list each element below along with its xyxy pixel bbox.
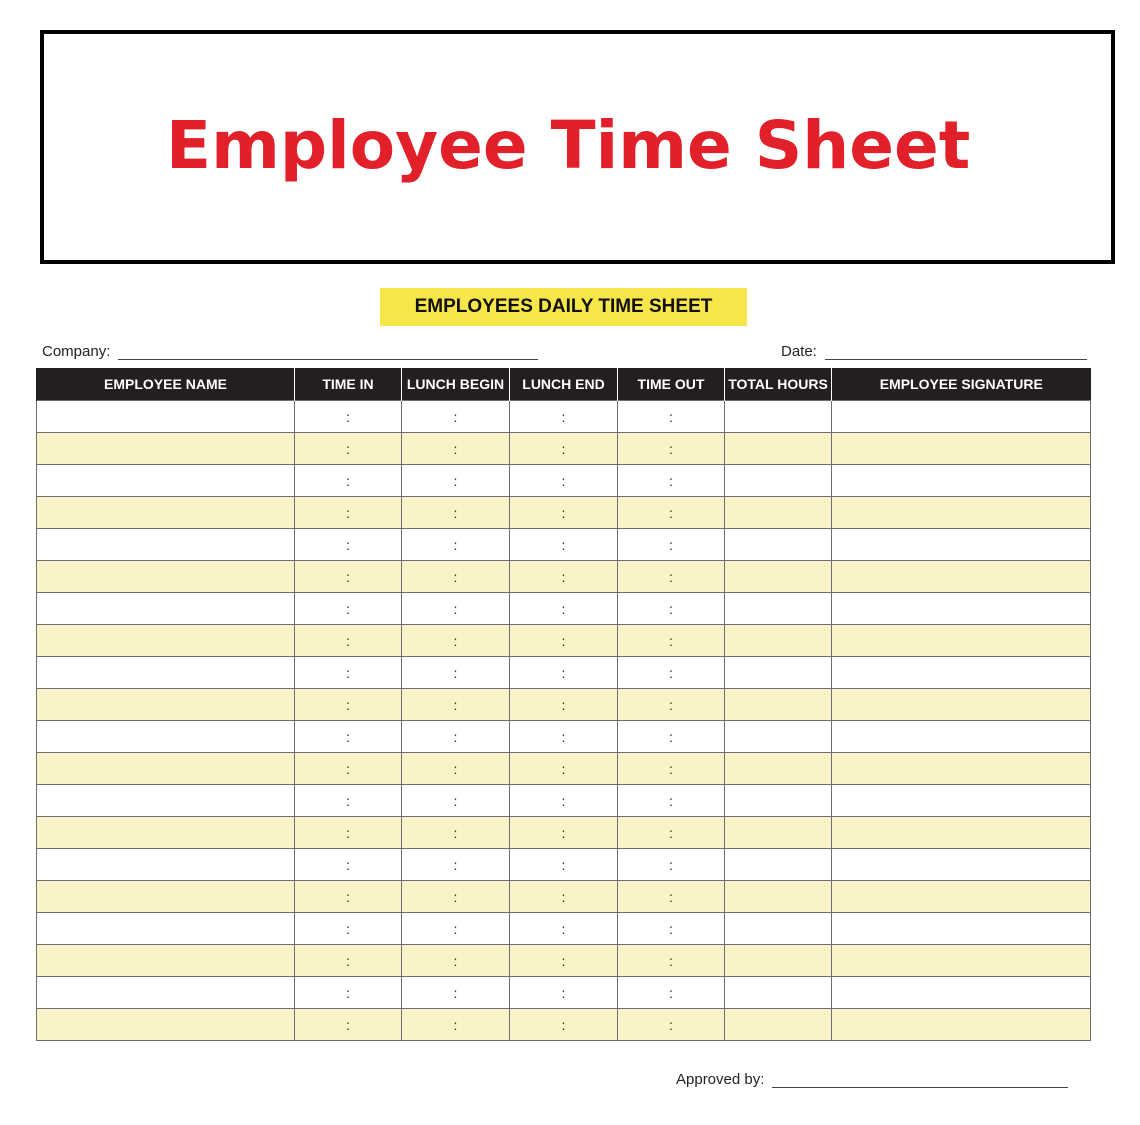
total-hours-cell[interactable]: [725, 593, 832, 625]
approved-by-input-line[interactable]: [772, 1071, 1068, 1088]
time-separator: :: [669, 504, 673, 521]
time-out-cell[interactable]: [618, 881, 725, 913]
lunch-end-cell[interactable]: [510, 593, 618, 625]
employee-signature-cell[interactable]: [832, 593, 1091, 625]
employee-name-cell[interactable]: [37, 529, 295, 561]
lunch-end-cell[interactable]: [510, 977, 618, 1009]
time-separator: :: [346, 600, 350, 617]
time-separator: :: [669, 472, 673, 489]
lunch-begin-cell[interactable]: [402, 625, 510, 657]
total-hours-cell[interactable]: [725, 817, 832, 849]
time-in-cell[interactable]: [295, 401, 402, 433]
time-separator: :: [561, 760, 566, 777]
time-separator: :: [453, 792, 458, 809]
time-in-cell[interactable]: [295, 913, 402, 945]
time-in-cell[interactable]: [295, 945, 402, 977]
time-separator: :: [346, 856, 350, 873]
lunch-end-cell[interactable]: [510, 465, 618, 497]
time-in-cell[interactable]: [295, 977, 402, 1009]
total-hours-cell[interactable]: [725, 433, 832, 465]
time-in-cell[interactable]: [295, 529, 402, 561]
time-separator: :: [669, 696, 673, 713]
company-input-line[interactable]: [118, 343, 538, 360]
table-row: [37, 497, 1091, 529]
lunch-begin-cell[interactable]: [402, 497, 510, 529]
column-header-employee-name: EMPLOYEE NAME: [37, 368, 295, 401]
time-out-cell[interactable]: [618, 849, 725, 881]
time-separator: :: [453, 472, 458, 489]
time-separator: :: [346, 984, 350, 1001]
table-row: [37, 785, 1091, 817]
lunch-begin-cell[interactable]: [402, 945, 510, 977]
sheet-subtitle: EMPLOYEES DAILY TIME SHEET: [380, 288, 747, 326]
time-separator: :: [453, 760, 458, 777]
table-row: [37, 817, 1091, 849]
time-out-cell[interactable]: [618, 529, 725, 561]
time-separator: :: [453, 408, 458, 425]
employee-signature-cell[interactable]: [832, 465, 1091, 497]
table-header-row: [37, 368, 1091, 401]
lunch-begin-cell[interactable]: [402, 593, 510, 625]
time-separator: :: [669, 760, 673, 777]
time-separator: :: [346, 536, 350, 553]
employee-name-cell[interactable]: [37, 977, 295, 1009]
lunch-begin-cell[interactable]: [402, 721, 510, 753]
employee-name-cell[interactable]: [37, 625, 295, 657]
employee-signature-cell[interactable]: [832, 753, 1091, 785]
time-separator: :: [453, 888, 458, 905]
time-separator: :: [669, 440, 673, 457]
time-separator: :: [346, 728, 350, 745]
lunch-end-cell[interactable]: [510, 625, 618, 657]
employee-name-cell[interactable]: [37, 881, 295, 913]
employee-signature-cell[interactable]: [832, 401, 1091, 433]
date-field[interactable]: [781, 340, 1087, 360]
time-separator: :: [561, 536, 566, 553]
time-separator: :: [561, 664, 566, 681]
employee-signature-cell[interactable]: [832, 529, 1091, 561]
time-separator: :: [561, 600, 566, 617]
column-header-lunch-begin: LUNCH BEGIN: [402, 368, 510, 401]
time-separator: :: [346, 632, 350, 649]
employee-signature-cell[interactable]: [832, 977, 1091, 1009]
lunch-begin-cell[interactable]: [402, 785, 510, 817]
time-separator: :: [453, 984, 458, 1001]
lunch-begin-cell[interactable]: [402, 561, 510, 593]
time-separator: :: [669, 984, 673, 1001]
employee-signature-cell[interactable]: [832, 1009, 1091, 1041]
time-in-cell[interactable]: [295, 593, 402, 625]
company-field[interactable]: [42, 340, 538, 360]
time-separator: :: [453, 920, 458, 937]
table-row: [37, 721, 1091, 753]
lunch-begin-cell[interactable]: [402, 881, 510, 913]
lunch-end-cell[interactable]: [510, 945, 618, 977]
employee-name-cell[interactable]: [37, 657, 295, 689]
employee-name-cell[interactable]: [37, 433, 295, 465]
time-separator: :: [453, 696, 458, 713]
time-separator: :: [561, 472, 566, 489]
total-hours-cell[interactable]: [725, 977, 832, 1009]
time-separator: :: [453, 856, 458, 873]
time-separator: :: [453, 952, 458, 969]
time-separator: :: [346, 824, 350, 841]
table-row: [37, 913, 1091, 945]
table-row: [37, 625, 1091, 657]
time-separator: :: [346, 1016, 350, 1033]
table-row: [37, 593, 1091, 625]
time-separator: :: [561, 952, 566, 969]
time-in-cell[interactable]: [295, 1009, 402, 1041]
employee-signature-cell[interactable]: [832, 625, 1091, 657]
total-hours-cell[interactable]: [725, 849, 832, 881]
time-separator: :: [669, 536, 673, 553]
lunch-begin-cell[interactable]: [402, 913, 510, 945]
time-separator: :: [561, 696, 566, 713]
time-separator: :: [669, 568, 673, 585]
table-row: [37, 1009, 1091, 1041]
time-in-cell[interactable]: [295, 625, 402, 657]
employee-signature-cell[interactable]: [832, 881, 1091, 913]
lunch-end-cell[interactable]: [510, 561, 618, 593]
time-out-cell[interactable]: [618, 721, 725, 753]
time-separator: :: [669, 792, 673, 809]
lunch-begin-cell[interactable]: [402, 817, 510, 849]
time-separator: :: [453, 536, 458, 553]
time-out-cell[interactable]: [618, 401, 725, 433]
lunch-begin-cell[interactable]: [402, 401, 510, 433]
time-separator: :: [669, 408, 673, 425]
employee-signature-cell[interactable]: [832, 817, 1091, 849]
employee-name-cell[interactable]: [37, 561, 295, 593]
employee-signature-cell[interactable]: [832, 689, 1091, 721]
table-body: [37, 401, 1091, 1041]
employee-name-cell[interactable]: [37, 849, 295, 881]
time-separator: :: [669, 888, 673, 905]
time-in-cell[interactable]: [295, 657, 402, 689]
approved-by-field[interactable]: [676, 1068, 1068, 1088]
time-separator: :: [561, 728, 566, 745]
time-separator: :: [561, 408, 566, 425]
lunch-begin-cell[interactable]: [402, 657, 510, 689]
time-separator: :: [453, 568, 458, 585]
time-sheet-table: [36, 368, 1091, 1041]
total-hours-cell[interactable]: [725, 561, 832, 593]
lunch-end-cell[interactable]: [510, 721, 618, 753]
employee-name-cell[interactable]: [37, 913, 295, 945]
lunch-begin-cell[interactable]: [402, 849, 510, 881]
time-out-cell[interactable]: [618, 913, 725, 945]
employee-name-cell[interactable]: [37, 1009, 295, 1041]
time-separator: :: [453, 664, 458, 681]
time-separator: :: [561, 984, 566, 1001]
time-separator: :: [346, 696, 350, 713]
time-in-cell[interactable]: [295, 561, 402, 593]
table-row: [37, 529, 1091, 561]
lunch-begin-cell[interactable]: [402, 465, 510, 497]
employee-name-cell[interactable]: [37, 497, 295, 529]
time-separator: :: [453, 600, 458, 617]
time-in-cell[interactable]: [295, 465, 402, 497]
employee-signature-cell[interactable]: [832, 945, 1091, 977]
time-out-cell[interactable]: [618, 753, 725, 785]
lunch-end-cell[interactable]: [510, 497, 618, 529]
column-header-total-hours: TOTAL HOURS: [725, 368, 832, 401]
time-separator: :: [561, 920, 566, 937]
employee-name-cell[interactable]: [37, 401, 295, 433]
column-header-lunch-end: LUNCH END: [510, 368, 618, 401]
title-banner: [40, 30, 1115, 264]
employee-name-cell[interactable]: [37, 593, 295, 625]
lunch-end-cell[interactable]: [510, 657, 618, 689]
time-out-cell[interactable]: [618, 977, 725, 1009]
time-separator: :: [346, 952, 350, 969]
lunch-end-cell[interactable]: [510, 785, 618, 817]
table-row: [37, 561, 1091, 593]
table-row: [37, 753, 1091, 785]
time-separator: :: [346, 888, 350, 905]
time-in-cell[interactable]: [295, 721, 402, 753]
table-row: [37, 977, 1091, 1009]
employee-signature-cell[interactable]: [832, 497, 1091, 529]
time-separator: :: [669, 952, 673, 969]
time-out-cell[interactable]: [618, 561, 725, 593]
page-title: Employee Time Sheet: [166, 107, 971, 184]
time-separator: :: [453, 440, 458, 457]
time-separator: :: [669, 728, 673, 745]
time-out-cell[interactable]: [618, 945, 725, 977]
time-separator: :: [453, 504, 458, 521]
lunch-begin-cell[interactable]: [402, 977, 510, 1009]
time-separator: :: [561, 888, 566, 905]
time-in-cell[interactable]: [295, 433, 402, 465]
total-hours-cell[interactable]: [725, 689, 832, 721]
time-separator: :: [561, 856, 566, 873]
table-row: [37, 657, 1091, 689]
lunch-begin-cell[interactable]: [402, 1009, 510, 1041]
employee-signature-cell[interactable]: [832, 561, 1091, 593]
column-header-time-in: TIME IN: [295, 368, 402, 401]
column-header-employee-signature: EMPLOYEE SIGNATURE: [832, 368, 1091, 401]
lunch-begin-cell[interactable]: [402, 433, 510, 465]
employee-signature-cell[interactable]: [832, 433, 1091, 465]
time-in-cell[interactable]: [295, 817, 402, 849]
time-separator: :: [561, 504, 566, 521]
total-hours-cell[interactable]: [725, 721, 832, 753]
time-separator: :: [346, 440, 350, 457]
employee-name-cell[interactable]: [37, 945, 295, 977]
date-label: Date:: [781, 343, 817, 360]
employee-name-cell[interactable]: [37, 721, 295, 753]
time-out-cell[interactable]: [618, 785, 725, 817]
time-separator: :: [561, 440, 566, 457]
time-out-cell[interactable]: [618, 657, 725, 689]
total-hours-cell[interactable]: [725, 657, 832, 689]
employee-name-cell[interactable]: [37, 753, 295, 785]
time-separator: :: [346, 792, 350, 809]
employee-name-cell[interactable]: [37, 465, 295, 497]
time-separator: :: [669, 600, 673, 617]
time-separator: :: [346, 920, 350, 937]
time-out-cell[interactable]: [618, 1009, 725, 1041]
time-separator: :: [453, 1016, 458, 1033]
time-out-cell[interactable]: [618, 593, 725, 625]
time-separator: :: [453, 728, 458, 745]
table-row: [37, 849, 1091, 881]
lunch-begin-cell[interactable]: [402, 689, 510, 721]
time-separator: :: [346, 504, 350, 521]
time-separator: :: [561, 792, 566, 809]
time-separator: :: [346, 472, 350, 489]
company-label: Company:: [42, 343, 111, 360]
lunch-end-cell[interactable]: [510, 849, 618, 881]
time-separator: :: [453, 632, 458, 649]
table-row: [37, 945, 1091, 977]
table-row: [37, 465, 1091, 497]
lunch-end-cell[interactable]: [510, 529, 618, 561]
time-separator: :: [561, 568, 566, 585]
time-separator: :: [561, 824, 566, 841]
time-separator: :: [346, 664, 350, 681]
table-row: [37, 689, 1091, 721]
total-hours-cell[interactable]: [725, 529, 832, 561]
lunch-end-cell[interactable]: [510, 881, 618, 913]
table-row: [37, 401, 1091, 433]
employee-signature-cell[interactable]: [832, 913, 1091, 945]
time-separator: :: [346, 760, 350, 777]
time-in-cell[interactable]: [295, 849, 402, 881]
lunch-end-cell[interactable]: [510, 753, 618, 785]
time-in-cell[interactable]: [295, 689, 402, 721]
total-hours-cell[interactable]: [725, 753, 832, 785]
total-hours-cell[interactable]: [725, 401, 832, 433]
total-hours-cell[interactable]: [725, 465, 832, 497]
time-in-cell[interactable]: [295, 881, 402, 913]
time-separator: :: [346, 408, 350, 425]
column-header-time-out: TIME OUT: [618, 368, 725, 401]
employee-signature-cell[interactable]: [832, 785, 1091, 817]
time-out-cell[interactable]: [618, 817, 725, 849]
lunch-end-cell[interactable]: [510, 689, 618, 721]
time-out-cell[interactable]: [618, 497, 725, 529]
date-input-line[interactable]: [825, 343, 1087, 360]
time-separator: :: [561, 1016, 566, 1033]
employee-name-cell[interactable]: [37, 817, 295, 849]
table-row: [37, 881, 1091, 913]
lunch-end-cell[interactable]: [510, 401, 618, 433]
time-separator: :: [346, 568, 350, 585]
total-hours-cell[interactable]: [725, 497, 832, 529]
time-out-cell[interactable]: [618, 433, 725, 465]
time-out-cell[interactable]: [618, 625, 725, 657]
lunch-end-cell[interactable]: [510, 817, 618, 849]
employee-signature-cell[interactable]: [832, 849, 1091, 881]
employee-signature-cell[interactable]: [832, 721, 1091, 753]
time-separator: :: [453, 824, 458, 841]
lunch-begin-cell[interactable]: [402, 753, 510, 785]
time-in-cell[interactable]: [295, 785, 402, 817]
time-in-cell[interactable]: [295, 497, 402, 529]
time-out-cell[interactable]: [618, 465, 725, 497]
total-hours-cell[interactable]: [725, 881, 832, 913]
lunch-end-cell[interactable]: [510, 1009, 618, 1041]
time-separator: :: [669, 856, 673, 873]
employee-name-cell[interactable]: [37, 689, 295, 721]
time-separator: :: [669, 1016, 673, 1033]
approved-by-label: Approved by:: [676, 1071, 765, 1088]
time-separator: :: [669, 664, 673, 681]
time-out-cell[interactable]: [618, 689, 725, 721]
total-hours-cell[interactable]: [725, 625, 832, 657]
total-hours-cell[interactable]: [725, 945, 832, 977]
total-hours-cell[interactable]: [725, 785, 832, 817]
lunch-end-cell[interactable]: [510, 913, 618, 945]
employee-signature-cell[interactable]: [832, 657, 1091, 689]
lunch-begin-cell[interactable]: [402, 529, 510, 561]
time-separator: :: [669, 920, 673, 937]
total-hours-cell[interactable]: [725, 913, 832, 945]
total-hours-cell[interactable]: [725, 1009, 832, 1041]
time-separator: :: [561, 632, 566, 649]
employee-name-cell[interactable]: [37, 785, 295, 817]
table-row: [37, 433, 1091, 465]
time-separator: :: [669, 632, 673, 649]
time-separator: :: [669, 824, 673, 841]
lunch-end-cell[interactable]: [510, 433, 618, 465]
time-in-cell[interactable]: [295, 753, 402, 785]
